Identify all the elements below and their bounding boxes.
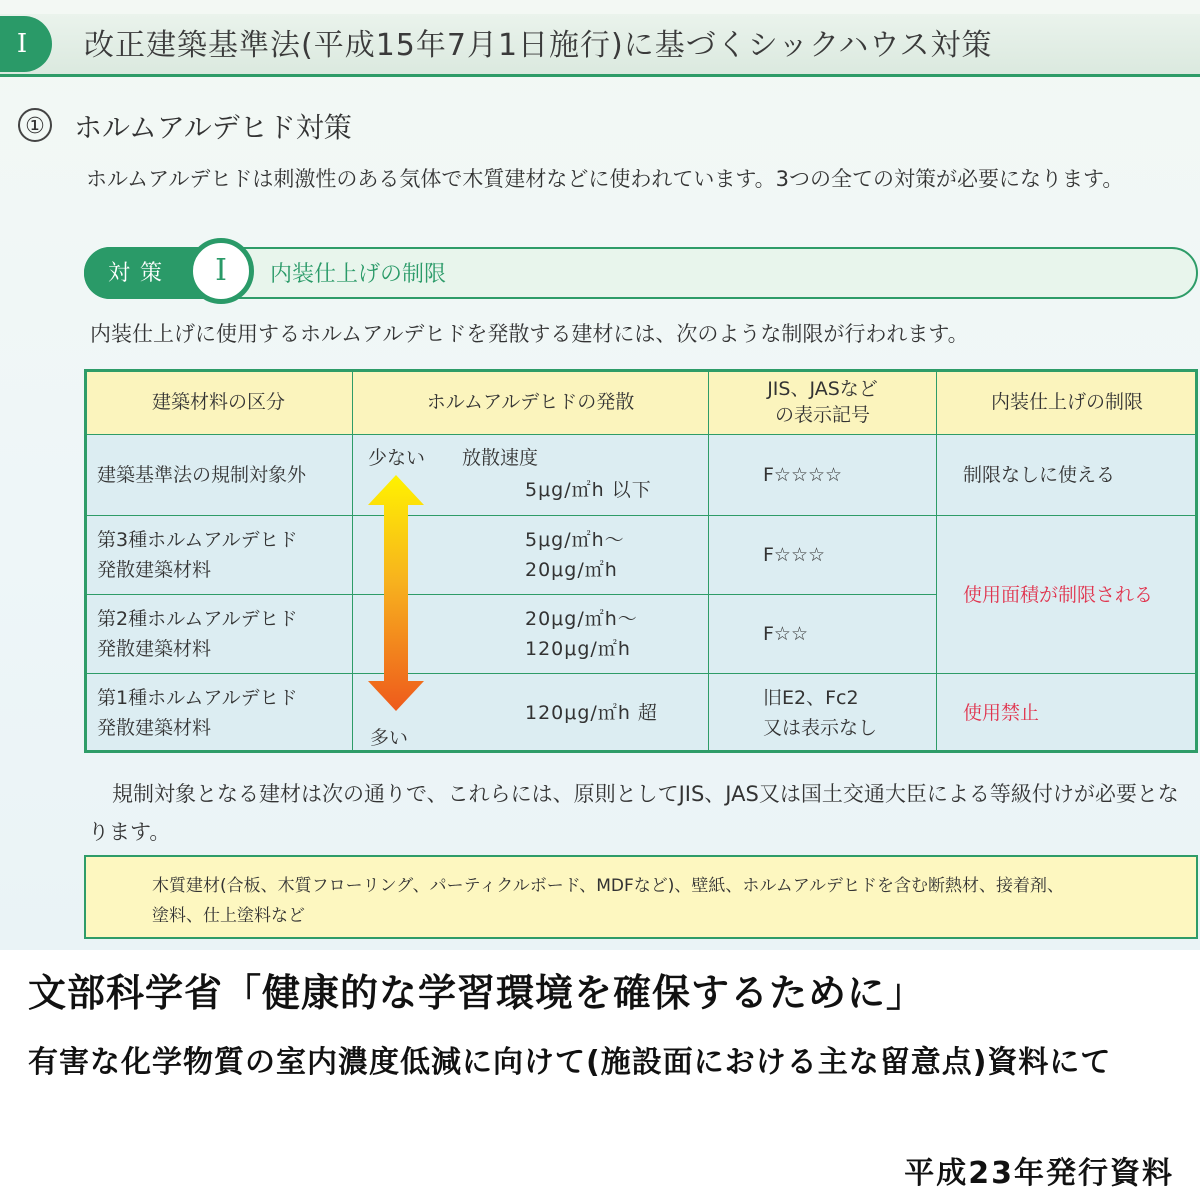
table-row-category [84,594,353,674]
measure-number-badge: I [188,238,254,304]
table-row-mark [708,673,937,753]
mark-text: F☆☆☆☆ [763,464,843,486]
materials-box [84,855,1198,939]
category-text: 第2種ホルムアルデヒド [97,608,298,630]
caption-publication-year: 平成23年発行資料 [904,1156,1174,1191]
caption-source-subtitle: 有害な化学物質の室内濃度低減に向けて(施設面における主な留意点)資料にて [28,1045,1112,1080]
table-row-category [84,434,353,516]
emission-text: 5μg/㎡h〜 [525,529,625,551]
measure-title: 内装仕上げの制限 [270,262,447,287]
table-row-category [84,515,353,595]
table-header-restriction: 内装仕上げの制限 [936,369,1198,435]
table-row-restriction [936,434,1198,516]
category-text-2: 発散建築材料 [97,638,212,660]
caption-source-title: 文部科学省「健康的な学習環境を確保するために」 [28,971,926,1015]
category-text-2: 発散建築材料 [97,559,212,581]
restriction-limited-text: 使用面積が制限される [963,583,1154,606]
restriction-prohibited-text: 使用禁止 [963,702,1040,724]
section-title: ホルムアルデヒド対策 [74,111,352,144]
materials-text: 木質建材(合板、木質フローリング、パーティクルボード、MDFなど)、壁紙、ホルムアルデヒドを含む断熱材、接着剤、 [152,876,1065,896]
table-header-category: 建築材料の区分 [84,369,353,435]
table-header-mark-line1: JIS、JASなど [767,378,878,400]
mark-text: F☆☆☆ [763,544,826,566]
emission-speed-label: 放散速度 [462,447,539,469]
arrow-high-label: 多い [370,727,409,749]
table-intro: 内装仕上げに使用するホルムアルデヒドを発散する建材には、次のような制限が行われます。 [90,322,969,346]
mark-text-2: 又は表示なし [763,717,878,739]
section-number: ① [18,108,52,142]
table-row-restriction [936,515,1198,674]
table-row-category [84,673,353,753]
table-row-mark [708,515,937,595]
table-row-restriction [936,673,1198,753]
emission-text: 20μg/㎡h〜 [525,608,638,630]
category-text: 第1種ホルムアルデヒド [97,687,298,709]
regulated-paragraph [88,775,1198,851]
intro-paragraph [62,160,1200,198]
category-text: 第3種ホルムアルデヒド [97,529,298,551]
intro-text: ホルムアルデヒドは刺激性のある気体で木質建材などに使われています。3つの全ての対策が必要になります。 [86,167,1124,191]
regulated-text: 規制対象となる建材は次の通りで、これらには、原則としてJIS、JAS又は国土交通大臣による等級付けが必要となります。 [88,782,1179,844]
table-row-mark [708,594,937,674]
mark-text: 旧E2、Fc2 [763,687,859,709]
measure-label: 対策 [108,261,173,286]
category-text-2: 発散建築材料 [97,717,212,739]
table-header-emission: ホルムアルデヒドの発散 [352,369,709,435]
emission-text-2: 20μg/㎡h [525,559,618,581]
restriction-none-text: 制限なしに使える [963,464,1116,486]
table-header-mark-line2: の表示記号 [774,404,870,426]
chapter-number-badge: I [0,16,52,72]
emission-text-2: 120μg/㎡h [525,638,631,660]
mark-text: F☆☆ [763,623,808,645]
emission-gradient-arrow-icon [366,473,426,713]
emission-text: 5μg/㎡h 以下 [525,479,652,501]
chapter-title: 改正建築基準法(平成15年7月1日施行)に基づくシックハウス対策 [84,28,993,63]
category-text: 建築基準法の規制対象外 [97,464,307,486]
table-row-mark [708,434,937,516]
arrow-low-label: 少ない [368,447,426,469]
table-header-mark [708,369,937,435]
materials-text-2: 塗料、仕上塗料など [152,906,305,926]
formaldehyde-table [84,369,1198,753]
emission-text: 120μg/㎡h 超 [525,702,658,724]
